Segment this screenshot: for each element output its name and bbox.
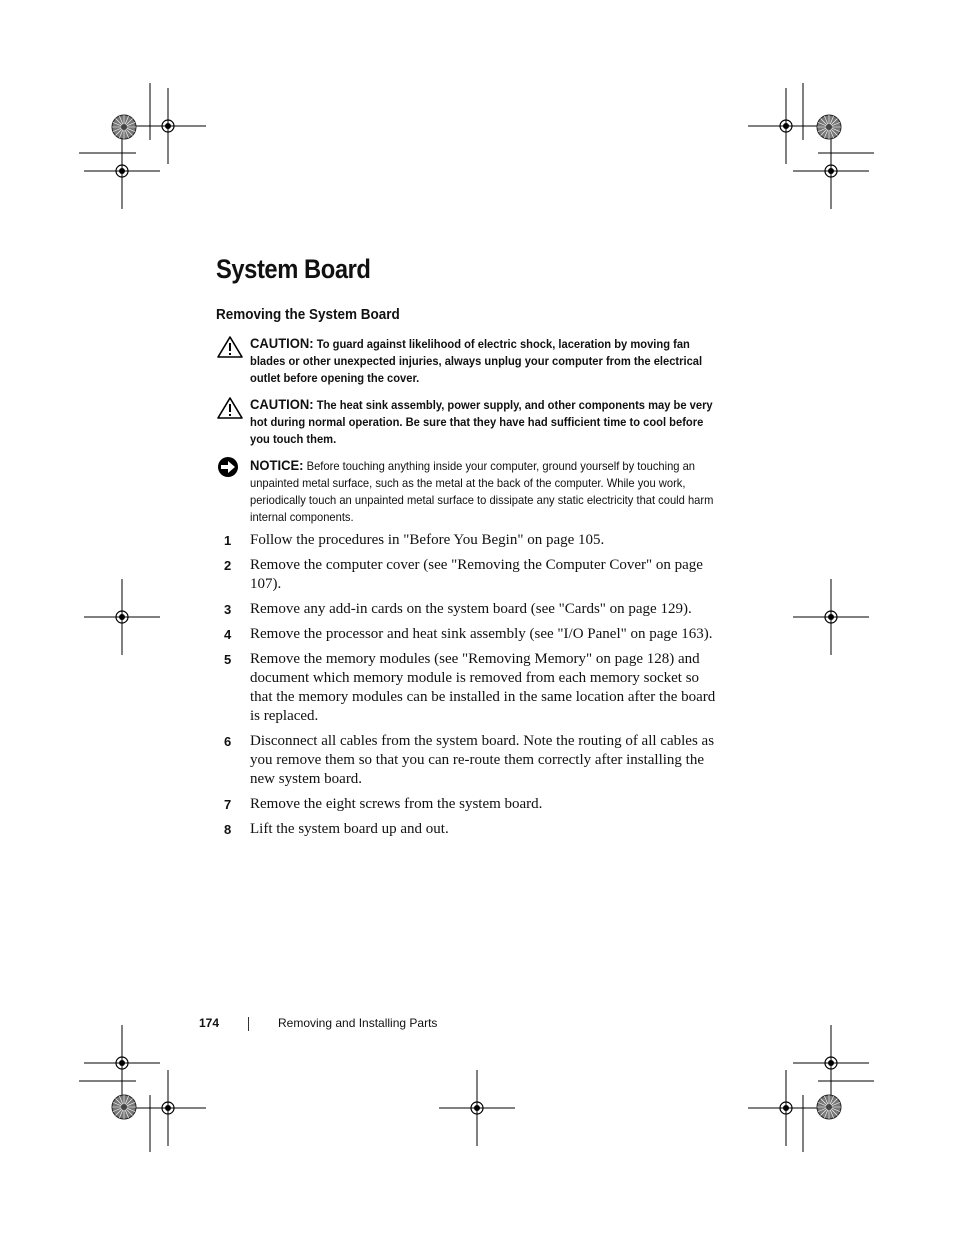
list-item — [224, 625, 719, 644]
caution-box — [216, 335, 716, 387]
section-heading: Removing the System Board — [216, 306, 400, 323]
list-item — [224, 556, 719, 594]
warning-triangle-icon — [216, 396, 244, 420]
notice-arrow-icon — [216, 457, 244, 481]
page-title: System Board — [216, 254, 371, 284]
footer-section-title: Removing and Installing Parts — [278, 1016, 438, 1030]
step-number: 1 — [224, 533, 232, 548]
notice-box — [216, 457, 716, 526]
caution-box — [216, 396, 716, 448]
step-text: Lift the system board up and out. — [250, 821, 449, 837]
list-item — [224, 650, 719, 726]
step-text: Remove the memory modules (see "Removing Memory" on page 128) and document which memory module is removed from each memory socket so that the memory modules can be installed in the same location after the board is replaced. — [250, 651, 716, 724]
step-number: 4 — [224, 627, 232, 642]
list-item — [224, 600, 719, 619]
caution-text: To guard against likelihood of electric shock, laceration by moving fan blades or other unexpected injuries, always unplug your computer from the electrical outlet before opening the cover. — [250, 337, 703, 385]
step-number: 5 — [224, 652, 232, 667]
page-number: 174 — [199, 1016, 220, 1030]
caution-text: The heat sink assembly, power supply, and other components may be very hot during normal operation. Be sure that they have had sufficient time to cool before you touch them. — [250, 398, 713, 446]
caution-label: CAUTION: — [250, 396, 314, 412]
list-item — [224, 732, 719, 789]
footer-divider — [248, 1017, 249, 1031]
list-item — [224, 820, 719, 839]
procedure-steps — [224, 531, 719, 845]
step-text: Disconnect all cables from the system board. Note the routing of all cables as you remove them so that you can re-route them correctly after installing the new system board. — [250, 733, 715, 787]
notice-text: Before touching anything inside your computer, ground yourself by touching an unpainted metal surface, such as the metal at the back of the computer. While you work, periodically touch an unpainted metal surface to dissipate any static electricity that could harm internal components. — [250, 459, 714, 524]
notice-label: NOTICE: — [250, 457, 304, 473]
caution-label: CAUTION: — [250, 335, 314, 351]
step-text: Follow the procedures in "Before You Begin" on page 105. — [250, 532, 605, 548]
step-text: Remove the computer cover (see "Removing the Computer Cover" on page 107). — [250, 557, 703, 592]
warning-triangle-icon — [216, 335, 244, 359]
step-text: Remove any add-in cards on the system board (see "Cards" on page 129). — [250, 601, 692, 617]
step-number: 2 — [224, 558, 232, 573]
step-number: 7 — [224, 797, 232, 812]
step-number: 3 — [224, 602, 232, 617]
list-item — [224, 531, 719, 550]
step-number: 8 — [224, 822, 232, 837]
step-text: Remove the eight screws from the system board. — [250, 796, 543, 812]
step-text: Remove the processor and heat sink assembly (see "I/O Panel" on page 163). — [250, 626, 713, 642]
list-item — [224, 795, 719, 814]
step-number: 6 — [224, 734, 232, 749]
